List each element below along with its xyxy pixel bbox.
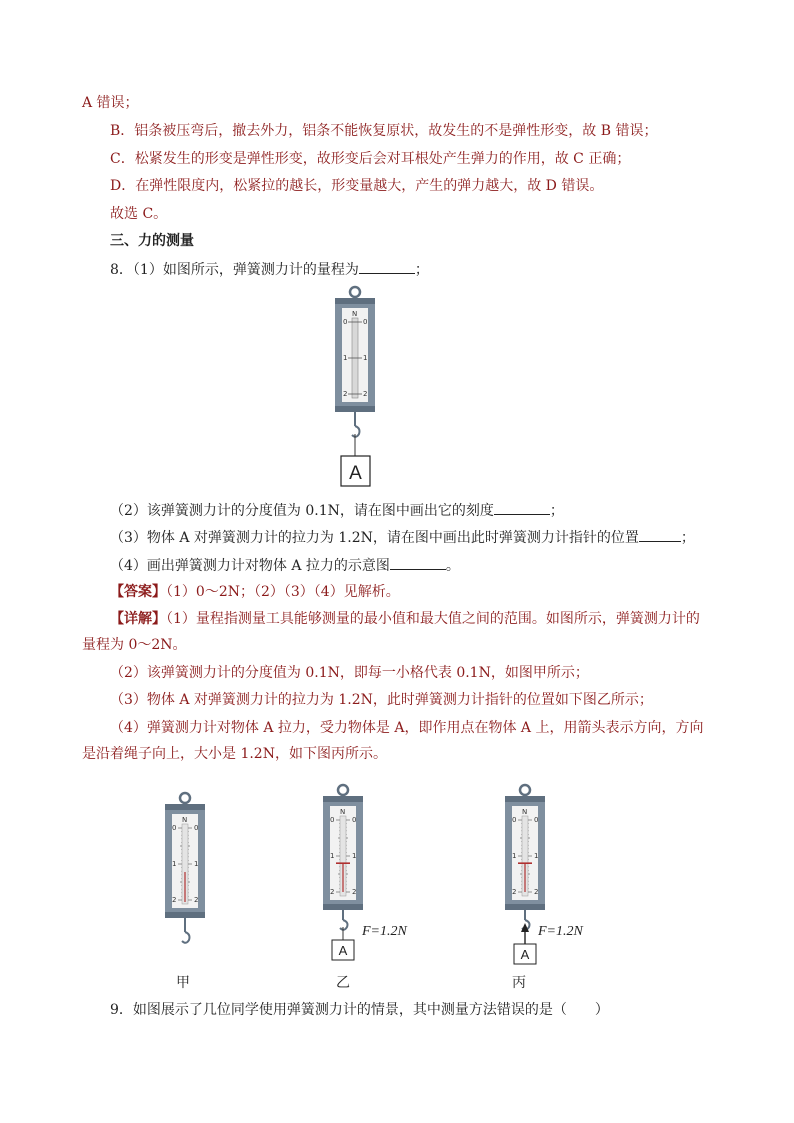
scale-label-2-right: 2 <box>194 896 199 904</box>
scale-label-1-right: 1 <box>352 852 357 860</box>
force-label: F=1.2N <box>362 924 407 939</box>
unit-label: N <box>522 808 528 816</box>
detail-line-3: （3）物体 A 对弹簧测力计的拉力为 1.2N，此时弹簧测力计指针的位置如下图乙所示； <box>110 692 653 708</box>
scale-label-0-right: 0 <box>534 816 539 824</box>
scale-label-2-right: 2 <box>363 390 368 398</box>
detail-text-1: （1）量程指测量工具能够测量的最小值和最大值之间的范围。如图所示，弹簧测力计的 <box>166 611 700 627</box>
caption-yi: 乙 <box>336 975 350 991</box>
scale-label-2-right: 2 <box>534 888 539 896</box>
spring-scale-figure-jia <box>160 790 220 950</box>
block-label: A <box>349 463 362 484</box>
scale-label-0-left: 0 <box>512 816 517 824</box>
scale-label-0-right: 0 <box>363 318 368 326</box>
q8-p2-end: ； <box>549 503 564 519</box>
answer-line <box>110 582 400 602</box>
q8-p1-end: ； <box>414 262 429 278</box>
question-8-part-3 <box>110 527 695 548</box>
answer-blank <box>639 527 681 542</box>
scale-label-1-right: 1 <box>363 354 368 362</box>
hook-icon <box>340 920 348 930</box>
scale-label-1-left: 1 <box>512 852 517 860</box>
q8-p3-text: （3）物体 A 对弹簧测力计的拉力为 1.2N，请在图中画出此时弹簧测力计指针的位置 <box>110 530 639 546</box>
answer-blank <box>494 500 550 515</box>
scale-label-1-right: 1 <box>534 852 539 860</box>
caption-jia: 甲 <box>176 975 190 991</box>
scale-label-0-right: 0 <box>194 824 199 832</box>
text-line-a: A 错误； <box>82 95 139 111</box>
hook-icon <box>182 932 190 943</box>
spring-scale-figure-bing <box>500 782 610 968</box>
scale-label-2-left: 2 <box>512 888 517 896</box>
spring-scale-figure-main <box>330 284 400 490</box>
scale-label-0-left: 0 <box>330 816 335 824</box>
text-line-d: D．在弹性限度内，松紧拉的越长，形变量越大，产生的弹力越大，故 D 错误。 <box>110 178 604 194</box>
scale-label-1-left: 1 <box>172 860 177 868</box>
detail-tag: 【详解】 <box>110 611 166 627</box>
question-9: 9．如图展示了几位同学使用弹簧测力计的情景，其中测量方法错误的是（ ） <box>110 1002 609 1018</box>
question-8-part-1 <box>110 259 429 280</box>
unit-label: N <box>352 310 358 318</box>
force-label: F=1.2N <box>538 924 583 939</box>
detail-line-4: （4）弹簧测力计对物体 A 拉力，受力物体是 A，即作用点在物体 A 上，用箭头表示方向，方向 <box>110 720 704 736</box>
q8-p1-text: 8．（1）如图所示，弹簧测力计的量程为 <box>110 262 359 278</box>
section-heading: 三、力的测量 <box>110 233 194 249</box>
question-8-part-2 <box>110 500 564 521</box>
scale-label-0-left: 0 <box>343 318 348 326</box>
answer-tag: 【答案】 <box>110 584 166 600</box>
text-line-b: B．铝条被压弯后，撤去外力，铝条不能恢复原状，故发生的不是弹性形变，故 B 错误； <box>110 123 658 139</box>
q8-p3-end: ； <box>680 530 695 546</box>
question-8-part-4 <box>110 555 460 576</box>
scale-label-1-right: 1 <box>194 860 199 868</box>
scale-label-0-right: 0 <box>352 816 357 824</box>
scale-label-2-right: 2 <box>352 888 357 896</box>
scale-label-2-left: 2 <box>330 888 335 896</box>
answer-blank <box>359 259 415 274</box>
detail-line-1b: 量程为 0～2N。 <box>82 637 187 653</box>
scale-label-1-left: 1 <box>330 852 335 860</box>
text-line-c: C．松紧发生的形变是弹性形变，故形变后会对耳根处产生弹力的作用，故 C 正确； <box>110 151 631 167</box>
answer-blank <box>390 555 446 570</box>
q8-p4-text: （4）画出弹簧测力计对物体 A 拉力的示意图 <box>110 558 390 574</box>
block-label: A <box>520 947 530 962</box>
spring-scale-figure-yi <box>318 782 428 964</box>
caption-bing: 丙 <box>512 975 526 991</box>
detail-line-1 <box>110 609 700 629</box>
scale-label-2-left: 2 <box>343 390 348 398</box>
unit-label: N <box>340 808 346 816</box>
detail-line-2: （2）该弹簧测力计的分度值为 0.1N，即每一小格代表 0.1N，如图甲所示； <box>110 665 589 681</box>
block-label: A <box>338 943 348 958</box>
detail-line-4b: 是沿着绳子向上，大小是 1.2N，如下图丙所示。 <box>82 746 387 762</box>
scale-label-1-left: 1 <box>343 354 348 362</box>
text-line-conclusion: 故选 C。 <box>110 206 168 222</box>
scale-label-0-left: 0 <box>172 824 177 832</box>
q8-p2-text: （2）该弹簧测力计的分度值为 0.1N，请在图中画出它的刻度 <box>110 503 494 519</box>
scale-label-2-left: 2 <box>172 896 177 904</box>
answer-text: （1）0～2N；（2）（3）（4）见解析。 <box>166 584 400 600</box>
unit-label: N <box>182 816 188 824</box>
q8-p4-end: 。 <box>445 558 460 574</box>
